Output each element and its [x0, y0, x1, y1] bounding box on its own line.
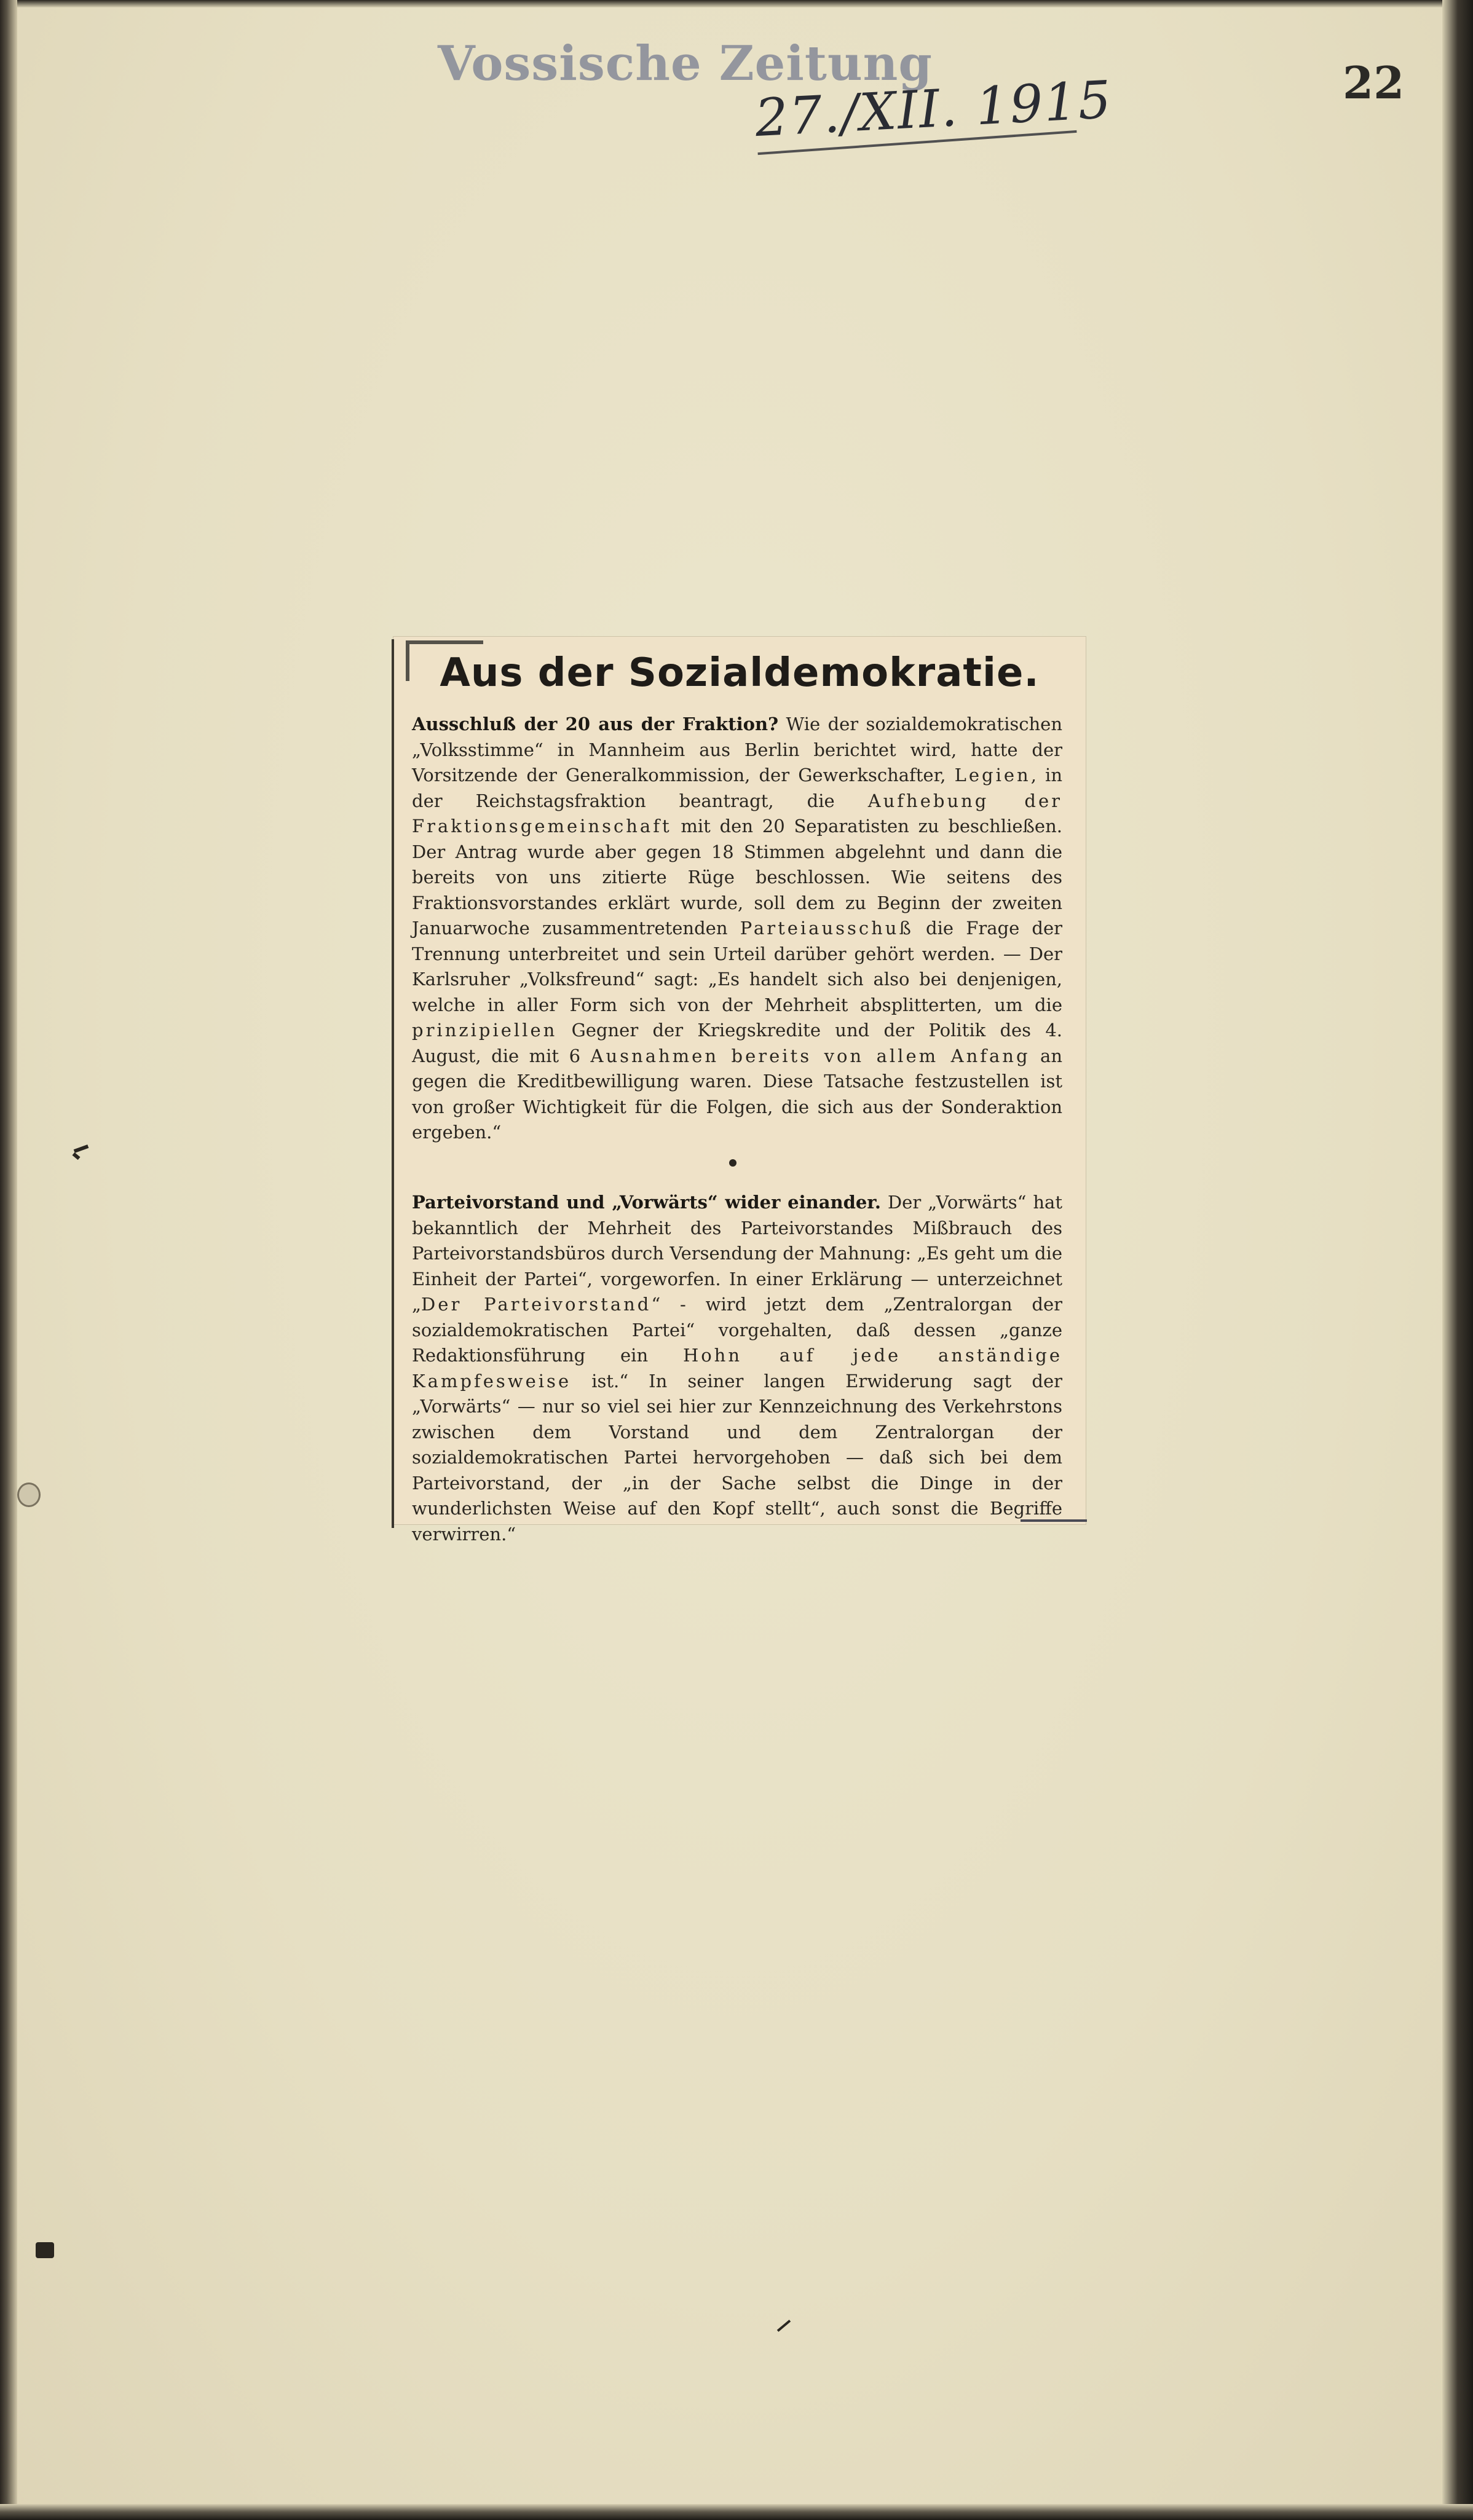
article-1-text: mit den 20 Separatisten zu beschließen. Der Antrag wurde aber gegen 18 Stimmen abgelehnt und dann die bereits von uns zitierte Rüge beschlossen. Wie seitens des Fraktionsvorstandes erklärt wurde, soll dem zu Beginn der zweiten Januarwoche zusammentretenden [412, 816, 1062, 939]
page-number: 22 [1343, 57, 1405, 109]
article-1-text: an gegen die Kreditbewilligung waren. Diese Tatsache festzustellen ist von großer Wichtigkeit für die Folgen, die sich aus der Sonderaktion ergeben.“ [412, 1045, 1062, 1143]
clipping-bottom-rule [1021, 1519, 1087, 1522]
handwritten-date: 27./XII. 1915 [753, 69, 1114, 149]
ink-mark [72, 1152, 80, 1160]
article-1-emphasis: Ausnahmen bereits von allem Anfang [590, 1045, 1030, 1066]
article-2 [412, 1190, 1062, 1547]
page-edge-bottom [0, 2504, 1473, 2520]
binding-hole [17, 1482, 41, 1507]
page-edge-left [0, 0, 17, 2520]
article-2-emphasis: Hohn auf jede anständige Kampfesweise [412, 1345, 1063, 1392]
article-1-emphasis: Legien [954, 765, 1031, 786]
article-2-heading: Parteivorstand und „Vorwärts“ wider einander. [412, 1192, 882, 1213]
article-1 [412, 712, 1062, 1146]
article-2-text: ist.“ In seiner langen Erwiderung sagt der „Vorwärts“ — nur so viel sei hier zur Kennzeichnung des Verkehrstons zwischen dem Vorstand und dem Zentralorgan der sozialdemokratischen Partei hervorgehoben — daß sich bei dem Parteivorstand, der „in der Sache selbst die Dinge in der wunderlichsten Weise auf den Kopf stellt“, auch sonst die Begriffe verwirren.“ [412, 1370, 1062, 1545]
page-edge-right [1442, 0, 1473, 2520]
newspaper-stamp: Vossische Zeitung [438, 36, 933, 92]
ink-mark [777, 2320, 791, 2332]
page-edge-top [0, 0, 1473, 7]
clipping-left-rule [392, 639, 394, 1528]
article-1-text: Gegner der Kriegskredite und der Politik des 4. August, die mit 6 [412, 1020, 1062, 1066]
article-1-emphasis: Aufhebung der Fraktionsgemeinschaft [412, 790, 1062, 837]
ink-blot [36, 2242, 54, 2258]
ink-mark [74, 1144, 89, 1153]
article-2-text: “ - wird jetzt dem „Zentralorgan der sozialdemokratischen Partei“ vorgehalten, daß dessen „ganze Redaktionsführung ein [412, 1294, 1062, 1366]
article-1-emphasis: Parteiausschuß [740, 918, 914, 939]
article-1-emphasis: prinzipiellen [412, 1020, 558, 1041]
article-1-text: Wie der sozialdemokratischen „Volksstimme“ in Mannheim aus Berlin berichtet wird, hatte der Vorsitzende der Generalkommission, der Gewerkschafter, [412, 714, 1062, 786]
article-2-text: Der „Vorwärts“ hat bekanntlich der Mehrheit des Parteivorstandes Mißbrauch des Parteivorstandsbüros durch Versendung der Mahnung: „Es geht um die Einheit der Partei“, vorgeworfen. In einer Erklärung — unterzeichnet „ [412, 1192, 1062, 1315]
article-1-text: die Frage der Trennung unterbreitet und sein Urteil darüber gehört werden. — Der Karlsruher „Volksfreund“ sagt: „Es handelt sich also bei denjenigen, welche in aller Form sich von der Mehrheit absplitterten, um die [412, 918, 1063, 1015]
article-1-heading: Ausschluß der 20 aus der Fraktion? [412, 714, 779, 734]
article-separator [729, 1159, 736, 1167]
clipping-headline: Aus der Sozialdemokratie. [440, 650, 1040, 696]
article-2-emphasis: Der Parteivorstand [421, 1294, 652, 1315]
article-1-text: , in der Reichstagsfraktion beantragt, die [412, 765, 1063, 811]
